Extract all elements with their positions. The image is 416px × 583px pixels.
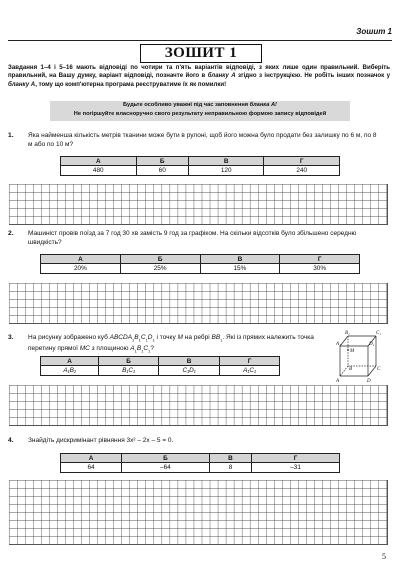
answer-option: 120 (188, 166, 264, 176)
question-3-text: На рисунку зображено куб $ABCDA_1B_1C_1D_1$ і точку M на ребрі $BB_1$. Які із прямих належить точка перетину прямої MC з площиною $A_1B_1C_1$? (28, 334, 314, 354)
answer-option: C₁D₁ (158, 366, 219, 376)
warning-line-1: Будьте особливо уважні під час заповнення бланка А! (123, 102, 277, 108)
instructions (8, 64, 390, 89)
answer-header: Б (120, 255, 200, 264)
warning-line-2: Не погіршуйте власноручно свого результату неправильною формою запису відповідей (73, 111, 327, 118)
instructions-text-3: , тому що комп'ютерна програма реєструватиме їх як помилки! (35, 80, 227, 88)
question-1-text: Яка найменша кількість метрів тканини може бути в рулоні, щоб його можна було продати без залишку по 6 м, по 8 м або по 10 м? (28, 132, 377, 148)
question-4-answers (60, 453, 340, 473)
question-4-text: Знайдіть дискримінант рівняння 3x² – 2x – 5 = 0. (28, 437, 174, 444)
cube-label-b1: B₁ (345, 331, 350, 336)
question-1-answers (60, 156, 340, 176)
question-2-number: 2. (8, 230, 14, 237)
instructions-blank: бланку А (207, 72, 236, 80)
answer-header: Б (99, 357, 159, 366)
instructions-blank-2: бланку А (8, 80, 36, 88)
answer-header: Г (220, 357, 280, 366)
answer-option: –31 (252, 463, 340, 473)
cube-label-c: C (377, 367, 381, 372)
scratch-grid-3 (9, 385, 388, 426)
cube-label-a1: A₁ (336, 342, 341, 347)
cube-label-c1: C₁ (376, 331, 382, 336)
cube-label-a: A (336, 379, 340, 384)
answer-header: В (209, 454, 251, 463)
answer-header: В (200, 255, 280, 264)
answer-option: 8 (209, 463, 251, 473)
answer-header: Б (136, 157, 188, 166)
answer-header: В (188, 157, 264, 166)
scratch-grid-4 (9, 480, 388, 545)
answer-option: A₁B₁ (41, 366, 99, 376)
question-2-text: Машиніст провів поїзд за 7 год 30 хв замість 9 год за графіком. На скільки відсотків було збільшено середню швидкість? (28, 230, 357, 246)
instructions-text: Завдання 1–4 і 5–16 мають відповіді по чотири та п'ять варіантів відповіді, з яких лише один правильний. Виберіть правильний, на Вашу думку, варіант відповіді, позначте його в (8, 64, 390, 80)
answer-option: 25% (120, 264, 200, 274)
answer-option: 30% (280, 264, 360, 274)
answer-header: Г (252, 454, 340, 463)
page-header (8, 28, 392, 41)
answer-header: Б (122, 454, 210, 463)
cube-label-d1: D₁ (369, 342, 375, 347)
answer-header: В (158, 357, 219, 366)
question-4-number: 4. (8, 437, 14, 444)
answer-option: 20% (41, 264, 121, 274)
question-3-number: 3. (8, 334, 14, 341)
instructions-text-2: згідно з інструкцією. Не робіть інших позначок у (235, 72, 390, 80)
answer-option: 15% (200, 264, 280, 274)
question-2-answers (40, 254, 360, 274)
answer-header: А (41, 255, 121, 264)
cube-label-m: M (350, 349, 355, 354)
answer-option: B₁C₁ (99, 366, 159, 376)
answer-header: А (61, 157, 137, 166)
answer-option: 240 (264, 166, 340, 176)
page-title: ЗОШИТ 1 (140, 44, 262, 63)
cube-diagram (336, 326, 392, 384)
scratch-grid-2 (9, 283, 388, 324)
answer-header: Г (280, 255, 360, 264)
cube-label-d: D (367, 379, 371, 384)
answer-option: –64 (122, 463, 210, 473)
scratch-grid-1 (9, 184, 388, 225)
warning-box (50, 101, 350, 121)
answer-header: А (41, 357, 99, 366)
header-label: Зошит 1 (356, 27, 392, 36)
answer-header: А (61, 454, 122, 463)
question-1-number: 1. (8, 132, 14, 139)
cube-label-b: B (349, 367, 353, 372)
page-number: 5 (382, 552, 386, 561)
answer-header: Г (264, 157, 340, 166)
question-3-answers (40, 356, 280, 376)
answer-option: 64 (61, 463, 122, 473)
answer-option: 480 (61, 166, 137, 176)
answer-option: A₁C₁ (220, 366, 280, 376)
answer-option: 60 (136, 166, 188, 176)
